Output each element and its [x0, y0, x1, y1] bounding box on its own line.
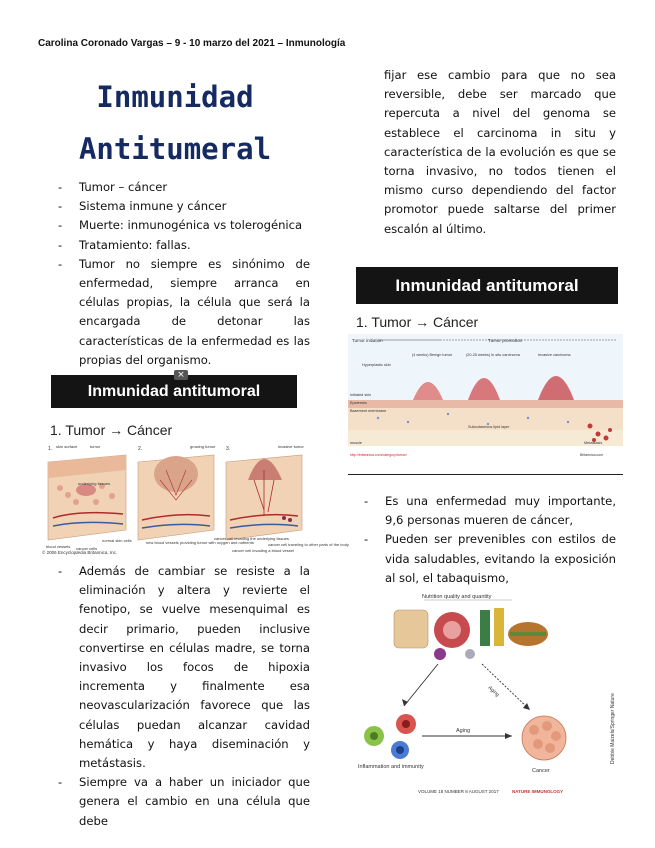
list-item: - Además de cambiar se resiste a la eliminación y altera y revierte el fenotipo, se vuelve mesenquimal es decir primario, pueden inclusive convertirse en células madre, se torna invasivo los focos de hipoxia incrementa y finalmente esa neovascularización favorece que las células puedan alcanzar cavidad hemática y haya diseminación y metástasis. [58, 562, 310, 773]
diagram-label: growing tumor [190, 444, 216, 449]
diagram-label: cancer cell traveling to other parts of the body [268, 542, 349, 547]
diagram-label: underlying tissues [78, 481, 111, 486]
diagram-label: Basement membrane [350, 409, 387, 413]
list-item: - Tumor – cáncer [58, 178, 310, 197]
diagram-label: Hyperplastic skin [362, 363, 391, 367]
diagram-label: cancer cell invading the underlying tissues [214, 536, 289, 541]
list-item: - Tratamiento: fallas. [58, 236, 310, 255]
diagram-label: blood vessels [46, 544, 71, 549]
diagram-label: tumor [90, 444, 101, 449]
tumor-stages-illustration [348, 334, 623, 459]
stage-label: Invasive carcinoma [538, 353, 571, 357]
credit: Debbie Maizels/Springer Nature [610, 693, 616, 764]
list-item: - Muerte: inmunogénica vs tolerogénica [58, 216, 310, 235]
diagram-label: new blood vessels providing tumor with oxygen and nutrients [146, 540, 254, 545]
slide-subtitle: 1. Tumor → Cáncer [356, 314, 479, 330]
diagram-label: Metastasis [584, 441, 603, 445]
phase-label: Tumor promotion [488, 338, 523, 343]
slide-tumor-cancer-1 [38, 370, 349, 558]
diagram-label: cancer cell invading a blood vessel [232, 548, 294, 553]
close-icon[interactable]: × [174, 370, 188, 380]
source: Britannica.com [580, 453, 604, 457]
aging-label: Aging [456, 728, 471, 734]
panel-number: 1. [48, 446, 53, 452]
diagram-label: normal skin cells [102, 538, 132, 543]
diagram-label: Subcutaneous lipid layer [468, 425, 510, 429]
diagram-label: Epidermis [350, 401, 367, 405]
list-item: - Siempre va a haber un iniciador que genera el cambio en una célula que debe [58, 773, 310, 831]
page-header: Carolina Coronado Vargas – 9 - 10 marzo del 2021 – Inmunología [38, 38, 346, 49]
right-paragraph [384, 66, 616, 239]
aging-diag-label: Aging [486, 685, 501, 699]
title-line-1: Inmunidad [96, 80, 254, 114]
phase-label: Tumor initiation [352, 338, 383, 343]
diagram-label: invasive tumor [278, 444, 304, 449]
list-item: - Sistema inmune y cáncer [58, 197, 310, 216]
left-bullets-2 [58, 562, 310, 831]
diagram-label: muscle [350, 441, 363, 445]
panel-number: 2. [138, 446, 143, 452]
list-item: - Tumor no siempre es sinónimo de enfermedad, siempre arranca en células propias, la célula que será la encargada de detonar las características de la enfermedad es las propias del organismo. [58, 255, 310, 370]
tumor-progression-illustration [38, 440, 349, 558]
diagram-label: Initiated skin [350, 393, 372, 397]
paragraph: fijar ese cambio para que no sea reversible, debe ser marcado que repercuta a nivel del genoma se establece el carcinoma in situ y característica de la evolución es que se torna invasivo, no todos tienen el mismo curso dependiendo del factor promotor puede saltarse del primer escalón al último. [384, 68, 616, 236]
slide-subtitle: 1. Tumor → Cáncer [50, 422, 173, 438]
nutrition-label: Nutrition quality and quantity [422, 594, 492, 600]
slide-banner: Inmunidad antitumoral [51, 375, 297, 408]
diagram-label: cancer cells [76, 546, 98, 551]
list-item: - Es una enfermedad muy importante, 9,6 personas mueren de cáncer, [364, 492, 616, 530]
stage-label: (20-25 weeks) In situ carcinoma [466, 353, 520, 357]
left-bullets [58, 178, 310, 370]
right-bullets [364, 492, 616, 588]
stage-label: (4 weeks) Benign tumor [412, 353, 453, 357]
nutrition-aging-diagram [352, 588, 624, 800]
cancer-label: Cancer [532, 768, 550, 774]
slide-tumor-cancer-2 [348, 262, 623, 475]
journal-name: NATURE IMMUNOLOGY [512, 789, 564, 794]
inflammation-label: Inflammation and immunity [358, 764, 424, 770]
slide-banner: Inmunidad antitumoral [356, 267, 618, 304]
title-line-2: Antitumeral [78, 132, 272, 166]
list-item: - Pueden ser prevenibles con estilos de vida saludables, evitando la exposición al sol, el tabaquismo, [364, 530, 616, 588]
panel-number: 3. [226, 446, 231, 452]
diagram-label: skin surface [56, 444, 78, 449]
copyright: © 2006 Encyclopædia Britannica, Inc. [42, 550, 118, 555]
nutrition-aging-figure [352, 588, 624, 800]
source-url: http://britannica.com/category/tumor/ [350, 453, 407, 457]
journal-volume: VOLUME 18 NUMBER 8 AUGUST 2017 [418, 789, 499, 794]
